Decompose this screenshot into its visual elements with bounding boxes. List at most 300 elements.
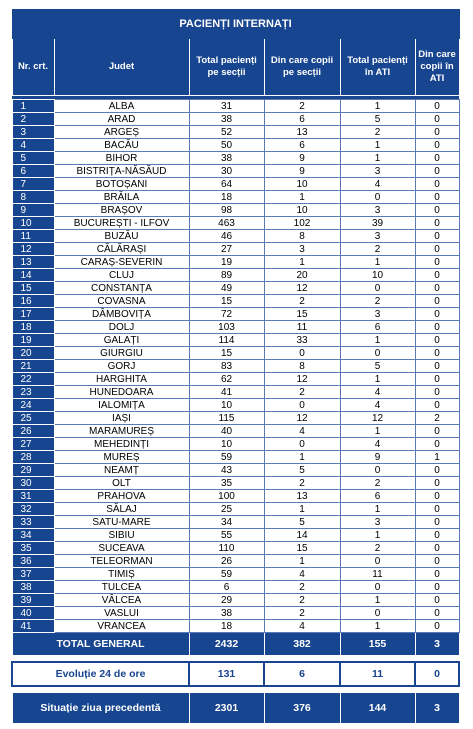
- row-total: 98: [189, 204, 264, 217]
- row-nr: 19: [12, 334, 54, 347]
- row-total: 30: [189, 165, 264, 178]
- table-row: [12, 113, 459, 126]
- header-total: Total pacienți pe secții: [189, 39, 264, 96]
- row-judet: VASLUI: [54, 607, 189, 620]
- row-total: 50: [189, 139, 264, 152]
- row-copii-ati: 0: [415, 217, 459, 230]
- row-copii: 102: [264, 217, 340, 230]
- row-copii-ati: 0: [415, 581, 459, 594]
- row-nr: 5: [12, 152, 54, 165]
- row-judet: MUREȘ: [54, 451, 189, 464]
- row-ati: 39: [340, 217, 415, 230]
- row-judet: DOLJ: [54, 321, 189, 334]
- row-total: 64: [189, 178, 264, 191]
- row-ati: 2: [340, 477, 415, 490]
- evolution-copii-ati: 0: [415, 662, 459, 686]
- row-copii-ati: 0: [415, 113, 459, 126]
- row-ati: 3: [340, 308, 415, 321]
- row-copii: 8: [264, 230, 340, 243]
- table-row: [12, 269, 459, 282]
- table-row: [12, 568, 459, 581]
- row-nr: 32: [12, 503, 54, 516]
- row-nr: 28: [12, 451, 54, 464]
- table-row: [12, 438, 459, 451]
- row-nr: 40: [12, 607, 54, 620]
- table-row: [12, 373, 459, 386]
- row-copii: 10: [264, 204, 340, 217]
- row-copii: 2: [264, 607, 340, 620]
- row-copii-ati: 0: [415, 477, 459, 490]
- row-nr: 11: [12, 230, 54, 243]
- row-copii-ati: 0: [415, 425, 459, 438]
- row-nr: 34: [12, 529, 54, 542]
- row-ati: 5: [340, 113, 415, 126]
- row-copii-ati: 2: [415, 412, 459, 425]
- row-total: 43: [189, 464, 264, 477]
- row-ati: 0: [340, 464, 415, 477]
- row-judet: DÂMBOVIȚA: [54, 308, 189, 321]
- row-ati: 1: [340, 529, 415, 542]
- row-total: 19: [189, 256, 264, 269]
- row-judet: OLT: [54, 477, 189, 490]
- row-judet: NEAMȚ: [54, 464, 189, 477]
- row-judet: IALOMIȚA: [54, 399, 189, 412]
- row-judet: SIBIU: [54, 529, 189, 542]
- total-copii: 382: [264, 633, 340, 656]
- row-nr: 20: [12, 347, 54, 360]
- row-judet: TULCEA: [54, 581, 189, 594]
- table-row: [12, 594, 459, 607]
- row-ati: 2: [340, 542, 415, 555]
- row-copii-ati: 0: [415, 555, 459, 568]
- total-label: TOTAL GENERAL: [12, 633, 189, 656]
- evolution-ati: 11: [340, 662, 415, 686]
- row-total: 110: [189, 542, 264, 555]
- row-nr: 41: [12, 620, 54, 633]
- table-row: [12, 282, 459, 295]
- row-nr: 2: [12, 113, 54, 126]
- row-judet: BOTOȘANI: [54, 178, 189, 191]
- row-copii-ati: 0: [415, 516, 459, 529]
- table-row: [12, 503, 459, 516]
- row-copii: 33: [264, 334, 340, 347]
- row-ati: 6: [340, 490, 415, 503]
- row-total: 10: [189, 399, 264, 412]
- row-ati: 4: [340, 386, 415, 399]
- row-copii: 9: [264, 152, 340, 165]
- row-ati: 2: [340, 126, 415, 139]
- row-copii-ati: 0: [415, 373, 459, 386]
- table-row: [12, 308, 459, 321]
- row-total: 25: [189, 503, 264, 516]
- row-ati: 0: [340, 555, 415, 568]
- row-total: 49: [189, 282, 264, 295]
- row-copii: 12: [264, 373, 340, 386]
- row-total: 18: [189, 191, 264, 204]
- row-copii: 5: [264, 516, 340, 529]
- row-copii-ati: 0: [415, 568, 459, 581]
- table-row: [12, 529, 459, 542]
- row-copii-ati: 0: [415, 620, 459, 633]
- header-judet: Judet: [54, 39, 189, 96]
- row-total: 15: [189, 295, 264, 308]
- row-ati: 6: [340, 321, 415, 334]
- row-copii-ati: 0: [415, 347, 459, 360]
- row-total: 29: [189, 594, 264, 607]
- row-nr: 8: [12, 191, 54, 204]
- row-total: 463: [189, 217, 264, 230]
- row-copii: 4: [264, 425, 340, 438]
- row-ati: 3: [340, 230, 415, 243]
- table-title: PACIENȚI INTERNAȚI: [12, 10, 459, 39]
- row-copii-ati: 0: [415, 295, 459, 308]
- row-total: 55: [189, 529, 264, 542]
- previous-day-copii-ati: 3: [415, 693, 459, 724]
- row-nr: 27: [12, 438, 54, 451]
- previous-day-copii: 376: [264, 693, 340, 724]
- row-copii: 13: [264, 490, 340, 503]
- row-judet: BUZĂU: [54, 230, 189, 243]
- row-copii: 1: [264, 256, 340, 269]
- row-judet: GIURGIU: [54, 347, 189, 360]
- table-row: [12, 555, 459, 568]
- row-copii-ati: 0: [415, 204, 459, 217]
- row-copii-ati: 1: [415, 451, 459, 464]
- row-judet: BRAȘOV: [54, 204, 189, 217]
- row-nr: 38: [12, 581, 54, 594]
- row-copii: 20: [264, 269, 340, 282]
- table-title-row: [12, 10, 459, 39]
- row-judet: CONSTANȚA: [54, 282, 189, 295]
- row-nr: 14: [12, 269, 54, 282]
- row-total: 38: [189, 113, 264, 126]
- row-total: 34: [189, 516, 264, 529]
- row-nr: 30: [12, 477, 54, 490]
- row-judet: HUNEDOARA: [54, 386, 189, 399]
- row-nr: 15: [12, 282, 54, 295]
- row-ati: 1: [340, 594, 415, 607]
- row-ati: 0: [340, 282, 415, 295]
- row-judet: CLUJ: [54, 269, 189, 282]
- row-copii: 11: [264, 321, 340, 334]
- row-total: 83: [189, 360, 264, 373]
- row-copii: 14: [264, 529, 340, 542]
- row-copii: 12: [264, 282, 340, 295]
- row-ati: 5: [340, 360, 415, 373]
- row-judet: MARAMUREȘ: [54, 425, 189, 438]
- row-copii-ati: 0: [415, 529, 459, 542]
- row-copii: 4: [264, 620, 340, 633]
- row-ati: 4: [340, 178, 415, 191]
- table-row: [12, 126, 459, 139]
- row-copii-ati: 0: [415, 165, 459, 178]
- patients-table-container: [11, 9, 458, 724]
- row-ati: 3: [340, 516, 415, 529]
- row-judet: TIMIȘ: [54, 568, 189, 581]
- table-row: [12, 217, 459, 230]
- row-nr: 24: [12, 399, 54, 412]
- row-judet: COVASNA: [54, 295, 189, 308]
- row-copii-ati: 0: [415, 139, 459, 152]
- row-copii: 13: [264, 126, 340, 139]
- row-copii-ati: 0: [415, 321, 459, 334]
- row-copii: 12: [264, 412, 340, 425]
- row-ati: 0: [340, 581, 415, 594]
- table-row: [12, 516, 459, 529]
- row-nr: 29: [12, 464, 54, 477]
- header-ati: Total pacienți în ATI: [340, 39, 415, 96]
- row-copii-ati: 0: [415, 594, 459, 607]
- row-nr: 21: [12, 360, 54, 373]
- table-row: [12, 451, 459, 464]
- row-judet: SĂLAJ: [54, 503, 189, 516]
- table-row: [12, 334, 459, 347]
- table-row: [12, 620, 459, 633]
- row-judet: GORJ: [54, 360, 189, 373]
- header-copii: Din care copii pe secții: [264, 39, 340, 96]
- row-ati: 1: [340, 334, 415, 347]
- header-copii-ati: Din care copii în ATI: [415, 39, 459, 96]
- row-total: 41: [189, 386, 264, 399]
- row-judet: HARGHITA: [54, 373, 189, 386]
- row-copii-ati: 0: [415, 334, 459, 347]
- row-nr: 37: [12, 568, 54, 581]
- total-value: 2432: [189, 633, 264, 656]
- row-ati: 10: [340, 269, 415, 282]
- table-row: [12, 321, 459, 334]
- row-copii-ati: 0: [415, 269, 459, 282]
- previous-day-label: Situație ziua precedentă: [12, 693, 189, 724]
- row-ati: 2: [340, 243, 415, 256]
- row-total: 115: [189, 412, 264, 425]
- row-copii-ati: 0: [415, 256, 459, 269]
- row-nr: 4: [12, 139, 54, 152]
- row-ati: 1: [340, 152, 415, 165]
- row-nr: 18: [12, 321, 54, 334]
- table-row: [12, 347, 459, 360]
- row-nr: 9: [12, 204, 54, 217]
- row-nr: 22: [12, 373, 54, 386]
- total-ati: 155: [340, 633, 415, 656]
- row-copii: 2: [264, 295, 340, 308]
- row-copii-ati: 0: [415, 464, 459, 477]
- row-ati: 12: [340, 412, 415, 425]
- table-row: [12, 204, 459, 217]
- row-total: 89: [189, 269, 264, 282]
- row-nr: 3: [12, 126, 54, 139]
- row-copii: 3: [264, 243, 340, 256]
- row-copii-ati: 0: [415, 360, 459, 373]
- row-copii: 2: [264, 477, 340, 490]
- row-ati: 0: [340, 347, 415, 360]
- row-ati: 3: [340, 204, 415, 217]
- row-judet: BRĂILA: [54, 191, 189, 204]
- row-total: 26: [189, 555, 264, 568]
- row-ati: 9: [340, 451, 415, 464]
- table-row: [12, 256, 459, 269]
- table-row: [12, 581, 459, 594]
- table-body: [12, 100, 459, 633]
- table-row: [12, 295, 459, 308]
- row-ati: 2: [340, 295, 415, 308]
- row-copii-ati: 0: [415, 308, 459, 321]
- row-copii: 15: [264, 308, 340, 321]
- row-total: 59: [189, 568, 264, 581]
- previous-day-row: [12, 693, 459, 724]
- row-nr: 1: [12, 100, 54, 113]
- row-copii: 0: [264, 399, 340, 412]
- header-row: [12, 39, 459, 96]
- row-ati: 4: [340, 438, 415, 451]
- row-total: 52: [189, 126, 264, 139]
- row-judet: VRANCEA: [54, 620, 189, 633]
- row-copii: 2: [264, 594, 340, 607]
- row-ati: 11: [340, 568, 415, 581]
- row-copii-ati: 0: [415, 100, 459, 113]
- row-judet: ARGEȘ: [54, 126, 189, 139]
- table-row: [12, 490, 459, 503]
- evolution-copii: 6: [264, 662, 340, 686]
- row-total: 38: [189, 607, 264, 620]
- table-row: [12, 230, 459, 243]
- row-copii-ati: 0: [415, 243, 459, 256]
- previous-day-ati: 144: [340, 693, 415, 724]
- row-copii-ati: 0: [415, 230, 459, 243]
- evolution-label: Evoluție 24 de ore: [12, 662, 189, 686]
- row-nr: 33: [12, 516, 54, 529]
- row-total: 40: [189, 425, 264, 438]
- row-copii: 0: [264, 438, 340, 451]
- row-judet: BACĂU: [54, 139, 189, 152]
- row-ati: 0: [340, 607, 415, 620]
- row-copii: 5: [264, 464, 340, 477]
- row-copii-ati: 0: [415, 503, 459, 516]
- evolution-total: 131: [189, 662, 264, 686]
- row-total: 103: [189, 321, 264, 334]
- row-total: 15: [189, 347, 264, 360]
- row-copii: 4: [264, 568, 340, 581]
- row-total: 100: [189, 490, 264, 503]
- row-nr: 35: [12, 542, 54, 555]
- table-row: [12, 464, 459, 477]
- row-judet: BUCUREȘTI - ILFOV: [54, 217, 189, 230]
- row-ati: 1: [340, 373, 415, 386]
- row-ati: 1: [340, 503, 415, 516]
- row-nr: 23: [12, 386, 54, 399]
- row-judet: ARAD: [54, 113, 189, 126]
- row-ati: 1: [340, 425, 415, 438]
- row-copii-ati: 0: [415, 282, 459, 295]
- row-copii: 6: [264, 139, 340, 152]
- row-ati: 1: [340, 139, 415, 152]
- row-ati: 3: [340, 165, 415, 178]
- table-row: [12, 243, 459, 256]
- row-copii: 2: [264, 581, 340, 594]
- table-row: [12, 542, 459, 555]
- table-row: [12, 399, 459, 412]
- row-total: 31: [189, 100, 264, 113]
- row-judet: PRAHOVA: [54, 490, 189, 503]
- row-nr: 12: [12, 243, 54, 256]
- row-total: 18: [189, 620, 264, 633]
- table-row: [12, 477, 459, 490]
- row-nr: 31: [12, 490, 54, 503]
- row-nr: 6: [12, 165, 54, 178]
- previous-day-total: 2301: [189, 693, 264, 724]
- row-judet: TELEORMAN: [54, 555, 189, 568]
- table-row: [12, 165, 459, 178]
- table-row: [12, 425, 459, 438]
- row-judet: MEHEDINȚI: [54, 438, 189, 451]
- row-nr: 26: [12, 425, 54, 438]
- row-total: 10: [189, 438, 264, 451]
- table-row: [12, 607, 459, 620]
- row-total: 114: [189, 334, 264, 347]
- table-row: [12, 386, 459, 399]
- total-row: [12, 633, 459, 656]
- row-ati: 1: [340, 620, 415, 633]
- row-copii: 9: [264, 165, 340, 178]
- row-judet: SATU-MARE: [54, 516, 189, 529]
- row-judet: IAȘI: [54, 412, 189, 425]
- table-row: [12, 139, 459, 152]
- patients-table: [11, 9, 460, 724]
- total-copii-ati: 3: [415, 633, 459, 656]
- row-copii-ati: 0: [415, 178, 459, 191]
- row-copii-ati: 0: [415, 438, 459, 451]
- row-copii: 6: [264, 113, 340, 126]
- table-row: [12, 152, 459, 165]
- row-copii-ati: 0: [415, 126, 459, 139]
- row-total: 59: [189, 451, 264, 464]
- row-copii-ati: 0: [415, 152, 459, 165]
- row-copii: 1: [264, 451, 340, 464]
- row-copii: 1: [264, 555, 340, 568]
- row-copii: 0: [264, 347, 340, 360]
- row-copii: 2: [264, 386, 340, 399]
- row-copii: 1: [264, 191, 340, 204]
- row-nr: 39: [12, 594, 54, 607]
- row-judet: VÂLCEA: [54, 594, 189, 607]
- row-copii: 15: [264, 542, 340, 555]
- row-judet: CĂLĂRAȘI: [54, 243, 189, 256]
- row-ati: 4: [340, 399, 415, 412]
- row-copii: 10: [264, 178, 340, 191]
- table-row: [12, 191, 459, 204]
- row-judet: BISTRIȚA-NĂSĂUD: [54, 165, 189, 178]
- row-ati: 0: [340, 191, 415, 204]
- row-copii-ati: 0: [415, 386, 459, 399]
- row-nr: 36: [12, 555, 54, 568]
- row-judet: BIHOR: [54, 152, 189, 165]
- table-row: [12, 100, 459, 113]
- table-row: [12, 178, 459, 191]
- row-nr: 17: [12, 308, 54, 321]
- row-total: 38: [189, 152, 264, 165]
- evolution-row: [12, 662, 459, 686]
- row-total: 62: [189, 373, 264, 386]
- table-row: [12, 412, 459, 425]
- row-copii-ati: 0: [415, 191, 459, 204]
- row-ati: 1: [340, 100, 415, 113]
- row-judet: ALBA: [54, 100, 189, 113]
- row-copii: 1: [264, 503, 340, 516]
- row-nr: 13: [12, 256, 54, 269]
- row-nr: 25: [12, 412, 54, 425]
- row-copii-ati: 0: [415, 399, 459, 412]
- row-judet: CARAȘ-SEVERIN: [54, 256, 189, 269]
- row-ati: 1: [340, 256, 415, 269]
